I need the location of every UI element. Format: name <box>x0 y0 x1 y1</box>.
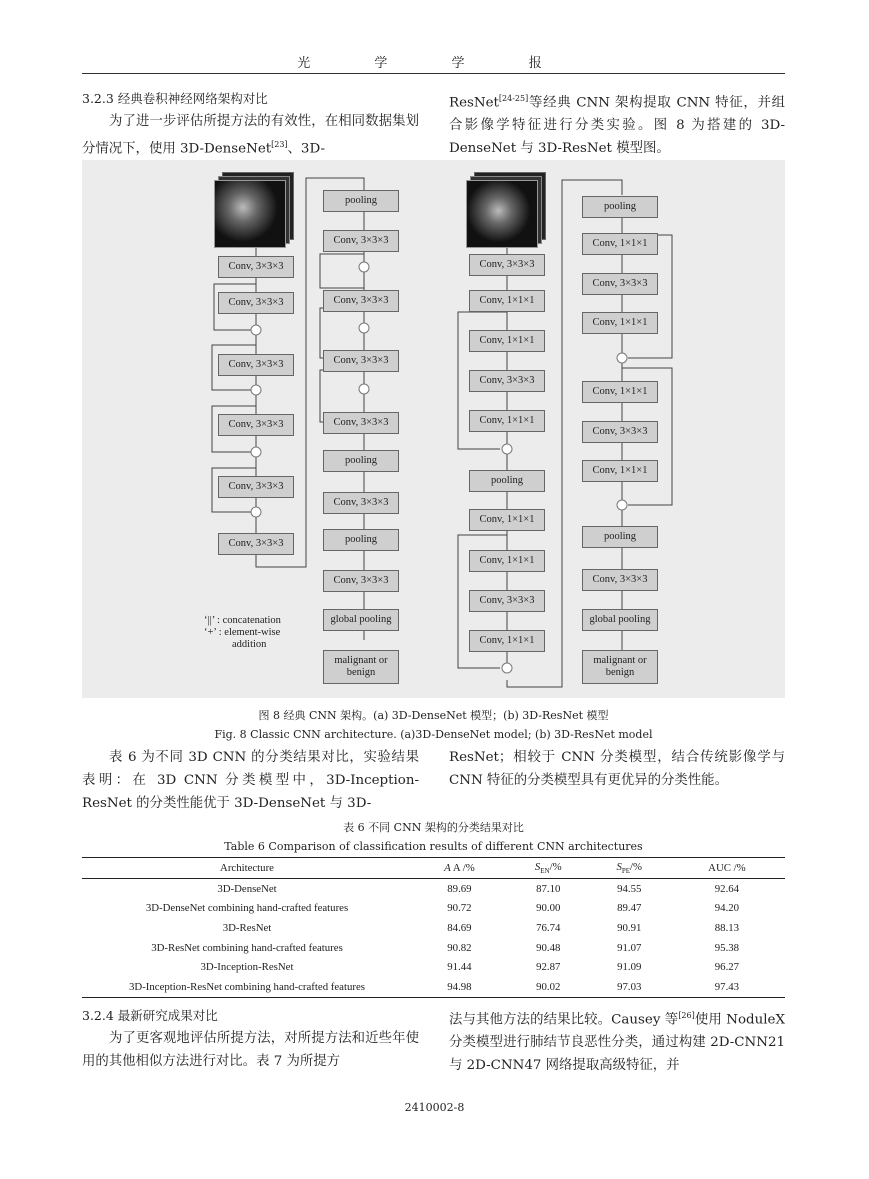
dense-pooling-2: pooling <box>323 450 399 472</box>
paragraph-comparison-cont <box>449 1004 785 1077</box>
dense-r-conv-4: Conv, 3×3×3 <box>323 412 399 434</box>
dense-conv-2: Conv, 3×3×3 <box>218 292 294 314</box>
cell: 90.72 <box>447 902 472 915</box>
journal-header: 光 学 学 报 <box>297 56 572 71</box>
cell: 97.43 <box>714 980 740 993</box>
col-specificity <box>590 858 669 879</box>
res-r-conv-3: Conv, 1×1×1 <box>582 312 658 334</box>
left-column-top <box>82 87 419 160</box>
dense-conv-6: Conv, 3×3×3 <box>218 533 294 555</box>
res-conv-2: Conv, 1×1×1 <box>469 290 545 312</box>
cell: 89.47 <box>617 902 642 915</box>
cell: 97.03 <box>617 980 642 993</box>
cell: 3D-Inception-ResNet combining hand-crafted features <box>129 980 365 993</box>
cell: 3D-DenseNet <box>217 882 277 895</box>
table-row <box>82 977 785 997</box>
res-r-conv-5: Conv, 3×3×3 <box>582 421 658 443</box>
figure-8 <box>82 160 785 698</box>
paragraph-intro-cont <box>449 87 785 160</box>
res-conv-6: Conv, 1×1×1 <box>469 509 545 531</box>
figure-8-lines <box>82 160 785 698</box>
cell: 89.69 <box>447 882 472 895</box>
res-r-conv-1: Conv, 1×1×1 <box>582 233 658 255</box>
intro-text-end: 、3D- <box>287 141 325 157</box>
dense-conv-1: Conv, 3×3×3 <box>218 256 294 278</box>
left-column-bottom <box>82 1004 419 1073</box>
ref-23: [23] <box>271 140 288 149</box>
dense-output: malignant or benign <box>323 650 399 684</box>
figure-8-caption-en: Fig. 8 Classic CNN architecture. (a)3D-DenseNet model; (b) 3D-ResNet model <box>214 728 653 741</box>
dense-global-pooling: global pooling <box>323 609 399 631</box>
res-conv-5: Conv, 1×1×1 <box>469 410 545 432</box>
paragraph-comparison: 为了更客观地评估所提方法，对所提方法和近些年使用的其他相似方法进行对比。表 7 为所提方 <box>82 1031 419 1069</box>
dense-conv-3: Conv, 3×3×3 <box>218 354 294 376</box>
res-r-conv-2: Conv, 3×3×3 <box>582 273 658 295</box>
resnet-text: ResNet <box>449 95 499 111</box>
cell: 3D-Inception-ResNet <box>200 961 294 974</box>
legend-add-cont: addition <box>232 639 267 650</box>
right-column-bottom <box>449 1004 785 1077</box>
res-conv-9: Conv, 1×1×1 <box>469 630 545 652</box>
section-3-2-4-title: 3.2.4 最新研究成果对比 <box>82 1008 218 1023</box>
table-row <box>82 918 785 938</box>
page-number: 2410002-8 <box>404 1101 465 1114</box>
table-row <box>82 878 785 898</box>
col-sen-unit: /% <box>549 860 562 873</box>
cell: 94.98 <box>447 980 472 993</box>
paragraph-intro <box>82 110 419 160</box>
col-spe-unit: /% <box>630 860 643 873</box>
paragraph-table6-cont: ResNet；相较于 CNN 分类模型，结合传统影像学与 CNN 特征的分类模型具有更优异的分类性能。 <box>449 750 785 788</box>
cell: 84.69 <box>447 921 472 934</box>
ref-24-25: [24-25] <box>498 94 529 103</box>
cell: 3D-ResNet combining hand-crafted features <box>151 941 343 954</box>
right-column-top <box>449 87 785 160</box>
res-conv-7: Conv, 1×1×1 <box>469 550 545 572</box>
cell: 90.91 <box>617 921 642 934</box>
cell: 88.13 <box>714 921 740 934</box>
col-sen-sub: EN <box>540 866 550 875</box>
cell: 87.10 <box>536 882 561 895</box>
table-header-row <box>82 858 785 879</box>
cell: 91.07 <box>617 941 642 954</box>
cell: 90.82 <box>447 941 472 954</box>
cell: 91.44 <box>447 961 472 974</box>
cell: 95.38 <box>714 941 740 954</box>
res-conv-8: Conv, 3×3×3 <box>469 590 545 612</box>
dense-r-conv-6: Conv, 3×3×3 <box>323 570 399 592</box>
dense-pooling-3: pooling <box>323 529 399 551</box>
cell: 76.74 <box>536 921 561 934</box>
res-conv-1: Conv, 3×3×3 <box>469 254 545 276</box>
cell: 90.48 <box>536 941 561 954</box>
table-6-title-en: Table 6 Comparison of classification results of different CNN architectures <box>224 840 643 853</box>
table-row <box>82 938 785 958</box>
ct-volume-image-resnet-front <box>466 180 538 248</box>
res-r-conv-4: Conv, 1×1×1 <box>582 381 658 403</box>
table-row <box>82 898 785 918</box>
cell: 92.64 <box>714 882 740 895</box>
figure-legend <box>204 615 281 651</box>
res-pooling-1: pooling <box>469 470 545 492</box>
col-spe-sub: PE <box>621 866 631 875</box>
res-pooling-2: pooling <box>582 196 658 218</box>
table-row <box>82 957 785 977</box>
cell: 90.02 <box>536 980 561 993</box>
figure-8-caption-cn: 图 8 经典 CNN 架构。(a) 3D-DenseNet 模型；(b) 3D-ResNet 模型 <box>258 709 609 722</box>
col-auc: AUC /% <box>708 861 746 874</box>
res-output: malignant or benign <box>582 650 658 684</box>
causey-text-end: 使用 NoduleX 分类模型进行肺结节良恶性分类，通过构建 2D-CNN21 与 2D-CNN47 网络提取高级特征，并 <box>449 1012 785 1074</box>
dense-r-conv-2: Conv, 3×3×3 <box>323 290 399 312</box>
cell: 94.55 <box>617 882 642 895</box>
res-r-conv-6: Conv, 1×1×1 <box>582 460 658 482</box>
col-sen-s: S <box>534 860 541 873</box>
header-rule <box>82 73 785 74</box>
ref-26: [26] <box>678 1011 695 1020</box>
left-column-mid <box>82 746 419 815</box>
res-r-conv-7: Conv, 3×3×3 <box>582 569 658 591</box>
intro-text: 为了进一步评估所提方法的有效性，在相同数据集划分情况下，使用 3D-DenseNet <box>82 114 419 157</box>
causey-text: 法与其他方法的结果比较。Causey 等 <box>449 1012 679 1028</box>
dense-conv-4: Conv, 3×3×3 <box>218 414 294 436</box>
res-conv-4: Conv, 3×3×3 <box>469 370 545 392</box>
cell: 90.00 <box>536 902 561 915</box>
res-conv-3: Conv, 1×1×1 <box>469 330 545 352</box>
col-sensitivity <box>507 858 590 879</box>
ct-volume-image-front <box>214 180 286 248</box>
table-6 <box>82 857 785 998</box>
right-column-mid <box>449 746 785 792</box>
section-3-2-3-title: 3.2.3 经典卷积神经网络架构对比 <box>82 91 268 106</box>
legend-add: ‘+’ : element-wise <box>204 627 281 638</box>
dense-pooling-1: pooling <box>323 190 399 212</box>
dense-r-conv-5: Conv, 3×3×3 <box>323 492 399 514</box>
legend-concat: ‘||’ : concatenation <box>204 615 281 626</box>
cell: 92.87 <box>536 961 561 974</box>
col-architecture: Architecture <box>220 861 274 874</box>
resnet-text-end: 等经典 CNN 架构提取 CNN 特征，并组合影像学特征进行分类实验。图 8 为搭建的 3D-DenseNet 与 3D-ResNet 模型图。 <box>449 95 785 157</box>
cell: 3D-ResNet <box>222 921 272 934</box>
dense-r-conv-1: Conv, 3×3×3 <box>323 230 399 252</box>
cell: 91.09 <box>617 961 642 974</box>
table-6-title-cn: 表 6 不同 CNN 架构的分类结果对比 <box>343 821 524 834</box>
dense-conv-5: Conv, 3×3×3 <box>218 476 294 498</box>
cell: 94.20 <box>714 902 740 915</box>
cell: 3D-DenseNet combining hand-crafted features <box>145 902 349 915</box>
paragraph-table6: 表 6 为不同 3D CNN 的分类结果对比，实验结果表明：在 3D CNN 分类模型中，3D-Inception-ResNet 的分类性能优于 3D-DenseNet 与 3D- <box>82 750 419 811</box>
col-accuracy-unit: A /% <box>452 861 475 874</box>
col-spe-s: S <box>616 860 622 873</box>
cell: 96.27 <box>714 961 740 974</box>
res-pooling-3: pooling <box>582 526 658 548</box>
res-global-pooling: global pooling <box>582 609 658 631</box>
dense-r-conv-3: Conv, 3×3×3 <box>323 350 399 372</box>
col-accuracy: A A /% <box>444 861 475 874</box>
